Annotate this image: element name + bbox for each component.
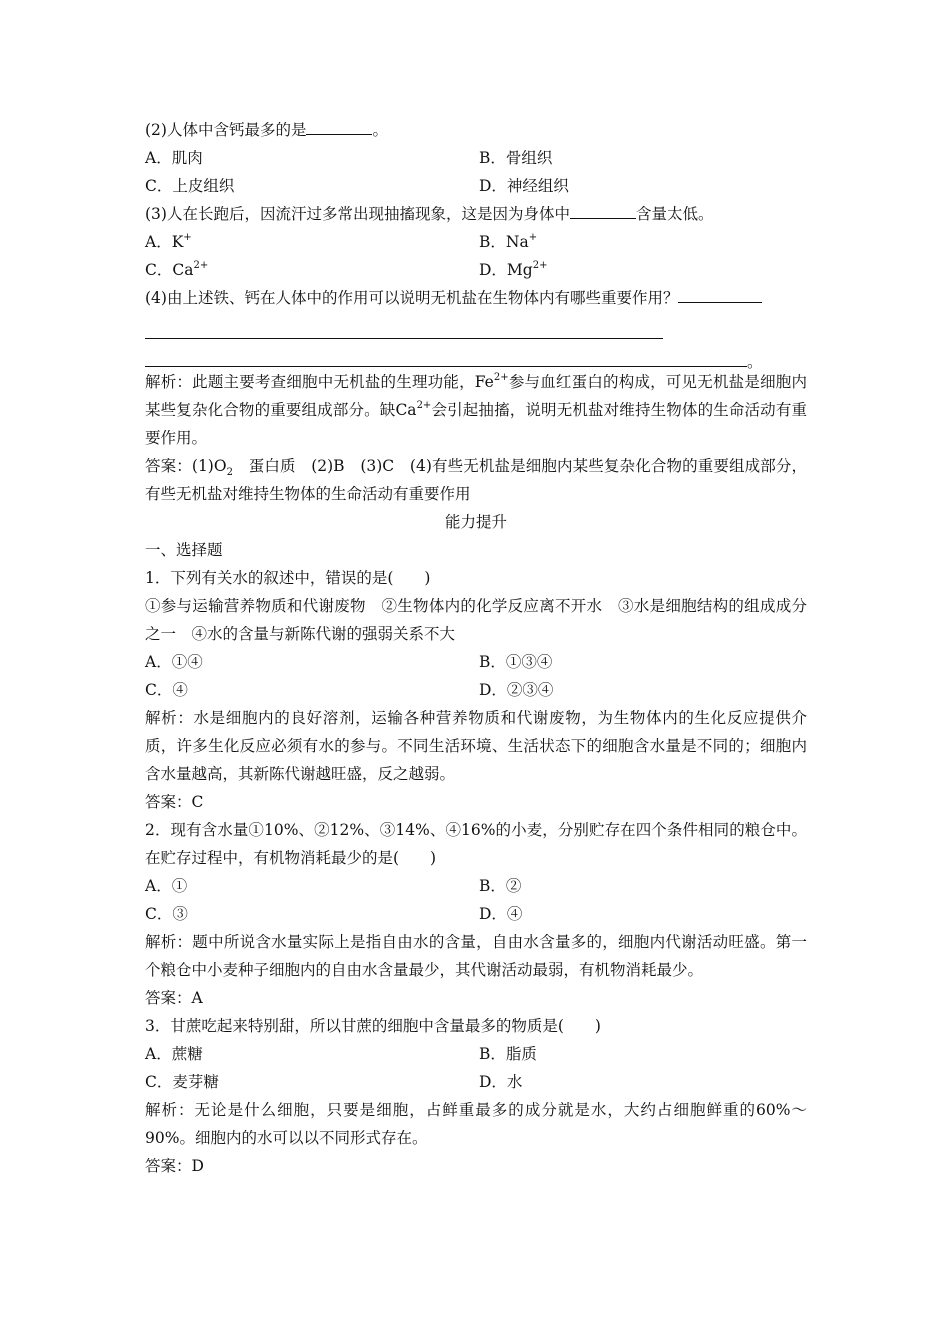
- question-2-options-row-2: [145, 900, 807, 928]
- q2-option-a: A．肌肉: [145, 149, 203, 167]
- q2-option-b: B．骨组织: [479, 149, 553, 167]
- analysis-1: 解析：此题主要考查细胞中无机盐的生理功能，$Fe^{2+}$参与血红蛋白的构成，可见无机盐是细胞内某些复杂化合物的重要组成部分。缺$Ca^{2+}$会引起抽搐，说明无机盐对维持生物体的生命活动有重要作用。: [145, 371, 807, 447]
- question-1-items: ①参与运输营养物质和代谢废物 ②生物体内的化学反应离不开水 ③水是细胞结构的组成成分之一 ④水的含量与新陈代谢的强弱关系不大: [145, 597, 807, 643]
- question-3-option-d: D．水: [479, 1073, 523, 1091]
- section-subtitle: 一、选择题: [145, 541, 223, 559]
- answer-blank: [145, 312, 663, 339]
- question-1-options-row-2: [145, 676, 807, 704]
- question-2-analysis: 解析：题中所说含水量实际上是指自由水的含量，自由水含量多的，细胞内代谢活动旺盛。第一个粮仓中小麦种子细胞内的自由水含量最少，其代谢活动最弱，有机物消耗最少。: [145, 933, 807, 979]
- question-1-stem: 1．下列有关水的叙述中，错误的是( ): [145, 569, 431, 587]
- question-2-option-b: B．②: [479, 877, 522, 895]
- question-1-option-a: A．①④: [145, 653, 203, 671]
- question-2-option-d: D．④: [479, 905, 523, 923]
- answer-1: 答案：$(1)O_2$ 蛋白质 (2)B (3)C (4)有些无机盐是细胞内某些复杂化合物的重要组成部分，有些无机盐对维持生物体的生命活动有重要作用: [145, 457, 807, 503]
- question-1-options-row-1: [145, 648, 807, 676]
- q2-options-row-1: [145, 144, 807, 172]
- q3-stem-text: (3)人在长跑后，因流汗过多常出现抽搐现象，这是因为身体中: [145, 205, 570, 223]
- q2-stem: [145, 116, 807, 144]
- q4-stem-text: (4)由上述铁、钙在人体中的作用可以说明无机盐在生物体内有哪些重要作用？: [145, 289, 679, 307]
- question-1-answer: 答案：C: [145, 793, 204, 811]
- q4-stem: [145, 284, 807, 312]
- question-3-analysis: 解析：无论是什么细胞，只要是细胞，占鲜重最多的成分就是水，大约占细胞鲜重的60%～90%。细胞内的水可以以不同形式存在。: [145, 1101, 807, 1147]
- question-2-stem: 2．现有含水量①10%、②12%、③14%、④16%的小麦，分别贮存在四个条件相同的粮仓中。在贮存过程中，有机物消耗最少的是( ): [145, 821, 807, 867]
- question-2-option-a: A．①: [145, 877, 188, 895]
- q4-answer-line-1: [145, 312, 807, 340]
- question-3-stem: 3．甘蔗吃起来特别甜，所以甘蔗的细胞中含量最多的物质是( ): [145, 1017, 601, 1035]
- question-1-option-d: D．②③④: [479, 681, 554, 699]
- q4-end: 。: [747, 353, 763, 371]
- question-2-answer: 答案：A: [145, 989, 203, 1007]
- q3-option-d: D．$Mg^{2+}$: [479, 259, 548, 279]
- question-2-option-c: C．③: [145, 905, 188, 923]
- answer-blank: [145, 340, 747, 367]
- question-3-options-row-2: [145, 1068, 807, 1096]
- answer-blank: [678, 284, 762, 303]
- q3-stem-end: 含量太低。: [635, 205, 714, 223]
- q3-options-row-1: [145, 228, 807, 256]
- q2-option-c: C．上皮组织: [145, 177, 235, 195]
- question-2-options-row-1: [145, 872, 807, 900]
- q3-options-row-2: [145, 256, 807, 284]
- question-3-options-row-1: [145, 1040, 807, 1068]
- q2-option-d: D．神经组织: [479, 177, 569, 195]
- question-3-option-c: C．麦芽糖: [145, 1073, 219, 1091]
- question-1-option-c: C．④: [145, 681, 188, 699]
- question-1-analysis: 解析：水是细胞内的良好溶剂，运输各种营养物质和代谢废物，为生物体内的生化反应提供介质，许多生化反应必须有水的参与。不同生活环境、生活状态下的细胞含水量是不同的；细胞内含水量越高，其新陈代谢越旺盛，反之越弱。: [145, 709, 807, 783]
- q2-stem-end: 。: [372, 121, 388, 139]
- question-3-answer: 答案：D: [145, 1157, 204, 1175]
- q3-option-c: C．$Ca^{2+}$: [145, 259, 209, 279]
- document-page: [145, 116, 807, 1180]
- answer-blank: [306, 116, 372, 135]
- q3-stem: [145, 200, 807, 228]
- answer-blank: [570, 200, 636, 219]
- q3-option-a: A．K+: [145, 231, 192, 251]
- question-3-option-a: A．蔗糖: [145, 1045, 203, 1063]
- question-1-option-b: B．①③④: [479, 653, 553, 671]
- q4-answer-line-2: [145, 340, 807, 371]
- q3-option-b: B．Na+: [479, 231, 538, 251]
- question-3-option-b: B．脂质: [479, 1045, 537, 1063]
- q2-stem-text: (2)人体中含钙最多的是: [145, 121, 307, 139]
- section-title: 能力提升: [444, 513, 507, 531]
- q2-options-row-2: [145, 172, 807, 200]
